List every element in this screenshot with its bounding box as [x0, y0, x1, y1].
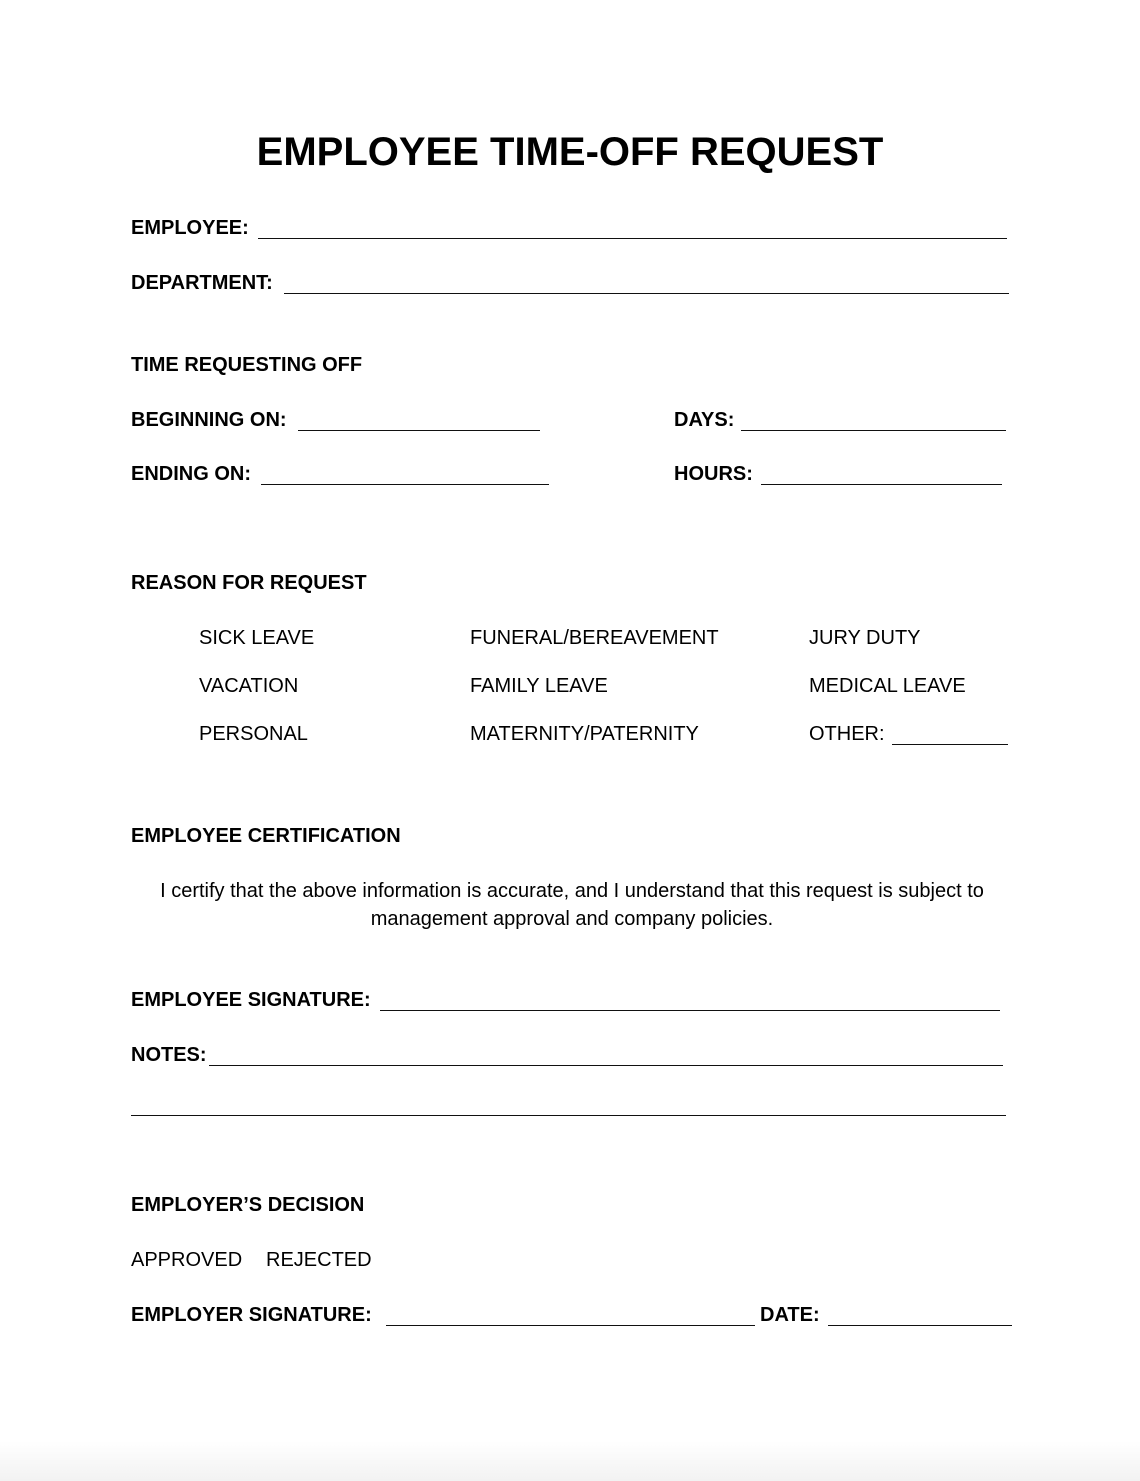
reason-option[interactable]: FAMILY LEAVE [470, 675, 608, 697]
days-label: DAYS: [674, 409, 735, 431]
employee-field[interactable] [258, 238, 1007, 239]
certification-text: I certify that the above information is accurate, and I understand that this request is subject to management approval and company policies. [160, 880, 984, 930]
page-title: EMPLOYEE TIME-OFF REQUEST [256, 130, 884, 174]
employee-signature-label: EMPLOYEE SIGNATURE: [131, 989, 371, 1011]
other-reason-field[interactable] [892, 744, 1008, 745]
notes-field-line-2[interactable] [131, 1115, 1006, 1116]
certification-heading: EMPLOYEE CERTIFICATION [131, 825, 401, 847]
employer-signature-field[interactable] [386, 1325, 755, 1326]
employer-signature-label: EMPLOYER SIGNATURE: [131, 1304, 372, 1326]
beginning-on-label: BEGINNING ON: [131, 409, 287, 431]
department-label: DEPARTMENT: [131, 272, 273, 294]
notes-label: NOTES: [131, 1044, 207, 1066]
approved-option[interactable]: APPROVED [131, 1249, 243, 1271]
decision-heading: EMPLOYER’S DECISION [131, 1194, 365, 1216]
reason-option[interactable]: PERSONAL [199, 723, 308, 745]
page-edge-shadow [0, 1441, 1140, 1481]
reason-option[interactable]: MATERNITY/PATERNITY [470, 723, 699, 745]
reason-option[interactable]: SICK LEAVE [199, 627, 315, 649]
ending-on-label: ENDING ON: [131, 463, 251, 485]
time-off-heading: TIME REQUESTING OFF [131, 354, 363, 376]
days-field[interactable] [741, 430, 1006, 431]
reason-option[interactable]: JURY DUTY [809, 627, 921, 649]
beginning-on-field[interactable] [298, 430, 540, 431]
reason-option[interactable]: MEDICAL LEAVE [809, 675, 966, 697]
reason-option[interactable]: FUNERAL/BEREAVEMENT [470, 627, 719, 649]
employee-signature-field[interactable] [380, 1010, 1000, 1011]
notes-field[interactable] [209, 1065, 1003, 1066]
reason-option[interactable]: OTHER: [809, 723, 885, 745]
date-field[interactable] [828, 1325, 1012, 1326]
hours-field[interactable] [761, 484, 1002, 485]
department-field[interactable] [284, 293, 1009, 294]
rejected-option[interactable]: REJECTED [266, 1249, 372, 1271]
reason-option[interactable]: VACATION [199, 675, 299, 697]
hours-label: HOURS: [674, 463, 753, 485]
reason-heading: REASON FOR REQUEST [131, 572, 367, 594]
employee-label: EMPLOYEE: [131, 217, 249, 239]
ending-on-field[interactable] [261, 484, 549, 485]
date-label: DATE: [760, 1304, 820, 1326]
